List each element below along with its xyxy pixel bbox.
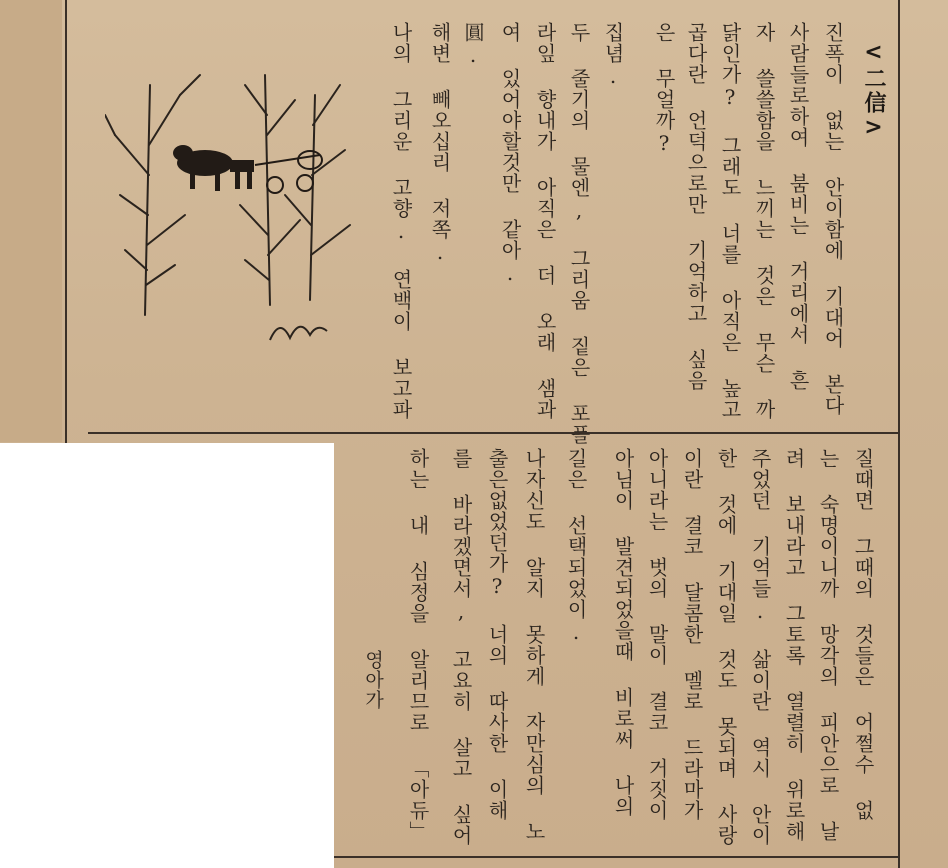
article-column-top: 나의 그리운 고향. 연백이 보고파 [389, 22, 413, 420]
column-rule-right [898, 0, 900, 868]
article-column-bottom: 를 바라겠면서, 고요히 살고 싶어 [449, 448, 473, 846]
article-column-bottom: 질때면 그때의 것들은 어쩔수 없 [851, 448, 875, 821]
article-column-top: 해변 빼오십리 저쪽. [428, 22, 452, 265]
article-column-top: 여 있어야할것만 같아. [498, 22, 522, 286]
article-column-bottom: 아니라는 벗의 말이 결코 거짓이 [645, 448, 669, 821]
article-column-bottom: 하는 내 심정을 알리므로 「아듀」 [406, 448, 430, 842]
article-column-top: 닭인가? 그래도 너를 아직은 높고 [718, 22, 742, 420]
blank-area [0, 443, 334, 868]
article-column-bottom: 출은없었던가? 너의 따사한 이해 [485, 448, 509, 821]
article-column-top: 圓. [461, 22, 485, 68]
article-column-top: 사람들로하여 붐비는 거리에서 흔 [786, 22, 810, 391]
article-column-top: 집념. [601, 22, 625, 89]
article-column-bottom: 이란 결코 달콤한 멜로 드라마가 [680, 448, 704, 821]
page-margin [0, 0, 62, 442]
article-column-top: 은 무얼까? [652, 22, 676, 156]
bottom-rule [334, 856, 898, 858]
article-column-bottom: 나자신도 알지 못하게 자만심의 노 [522, 448, 546, 842]
article-column-bottom: 아님이 발견되었을때 비로써 나의 [611, 448, 635, 817]
article-column-top: 자 쓸쓸함을 느끼는 것은 무슨 까 [752, 22, 776, 420]
section-divider [88, 432, 898, 434]
signature: 영아가 [362, 650, 384, 710]
article-heading: <二信> [861, 40, 886, 142]
article-column-bottom: 길은 선택되었이. [564, 448, 588, 645]
article-column-top: 진폭이 없는 안이함에 기대어 본다 [821, 22, 845, 416]
article-column-bottom: 는 숙명이니까 망각의 피안으로 날 [816, 448, 840, 842]
article-column-top: 곱다란 언덕으로만 기억하고 싶음 [684, 22, 708, 391]
article-column-bottom: 려 보내라고 그토록 열렬히 위로해 [782, 448, 806, 842]
article-column-bottom: 주었던 기억들. 삶이란 역시 안이 [748, 448, 772, 846]
article-column-top: 두 줄기의 물엔, 그리움 짙은 포플 [567, 22, 591, 445]
article-column-bottom: 한 것에 기대일 것도 못되며 사랑 [714, 448, 738, 846]
article-column-top: 라잎 향내가 아직은 더 오래 샘과 [533, 22, 557, 420]
winter-trees-sketch [105, 55, 365, 355]
